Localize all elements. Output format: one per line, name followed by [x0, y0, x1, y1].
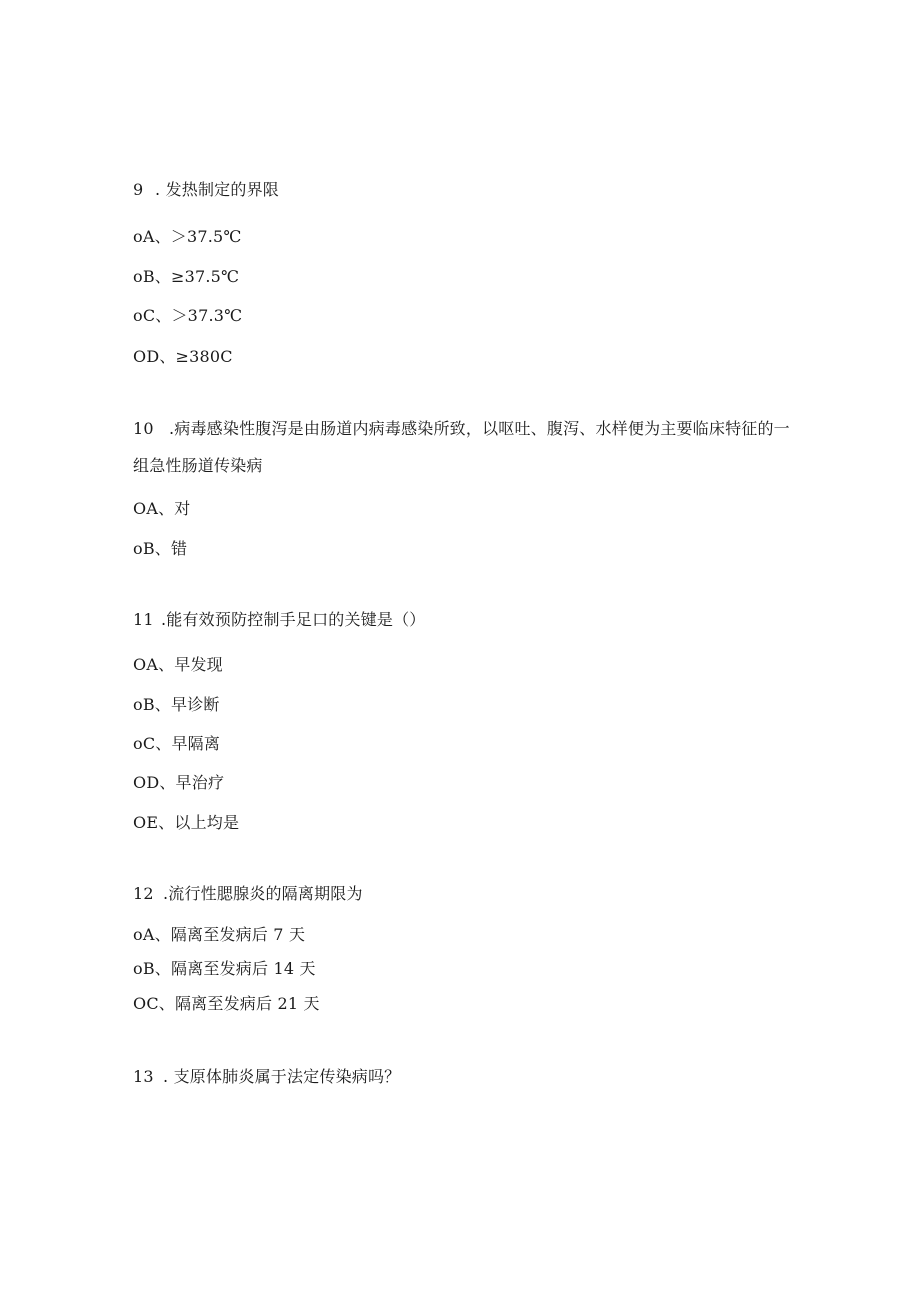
option-11e[interactable]	[133, 813, 239, 833]
option-text: 以上均是	[174, 813, 240, 832]
option-11b[interactable]	[133, 695, 220, 715]
question-number: 12	[133, 884, 154, 903]
option-9b[interactable]	[133, 267, 239, 287]
option-marker: oA、	[133, 925, 171, 944]
option-text: 隔离至发病后 7 天	[170, 925, 306, 944]
option-12c[interactable]	[133, 994, 320, 1014]
option-text: 隔离至发病后 21 天	[174, 994, 320, 1013]
option-marker: OD、	[133, 773, 176, 792]
option-marker: OA、	[133, 499, 175, 518]
option-9d[interactable]	[133, 347, 233, 367]
question-number: 13	[133, 1067, 154, 1086]
option-text: ＞37.3℃	[171, 306, 243, 325]
option-text: ≥380C	[175, 347, 233, 366]
question-12	[133, 884, 363, 904]
option-10a[interactable]	[133, 499, 190, 519]
option-marker: oA、	[133, 227, 171, 246]
option-text: 早诊断	[171, 695, 220, 714]
option-9c[interactable]	[133, 306, 242, 326]
option-marker: OA、	[133, 655, 175, 674]
option-marker: OE、	[133, 813, 175, 832]
option-marker: OC、	[133, 994, 175, 1013]
option-11c[interactable]	[133, 734, 220, 754]
question-text: .病毒感染性腹泻是由肠道内病毒感染所致，以呕吐、腹泻、水样便为主要临床特征的一组急性肠道传染病	[133, 419, 790, 475]
option-marker: oB、	[133, 959, 171, 978]
option-text: 早治疗	[175, 773, 225, 792]
question-11	[133, 610, 426, 630]
option-9a[interactable]	[133, 227, 242, 247]
option-text: ＞37.5℃	[170, 227, 242, 246]
option-marker: oC、	[133, 734, 172, 753]
question-text: . 支原体肺炎属于法定传染病吗？	[163, 1067, 401, 1086]
option-text: 早隔离	[171, 734, 221, 753]
option-11a[interactable]	[133, 655, 223, 675]
option-text: 对	[174, 499, 191, 518]
option-marker: oB、	[133, 539, 171, 558]
option-marker: oB、	[133, 695, 171, 714]
option-text: ≥37.5℃	[171, 267, 240, 286]
option-marker: oC、	[133, 306, 172, 325]
option-10b[interactable]	[133, 539, 187, 559]
question-text: .流行性腮腺炎的隔离期限为	[163, 884, 363, 903]
option-12b[interactable]	[133, 959, 316, 979]
question-number: 11	[133, 610, 154, 629]
option-marker: OD、	[133, 347, 176, 366]
question-9	[133, 180, 279, 200]
question-13	[133, 1067, 400, 1087]
option-11d[interactable]	[133, 773, 224, 793]
question-text: .能有效预防控制手足口的关键是（）	[161, 610, 426, 629]
option-text: 早发现	[174, 655, 223, 674]
option-text: 隔离至发病后 14 天	[171, 959, 316, 978]
question-text: . 发热制定的界限	[155, 180, 279, 199]
option-text: 错	[171, 539, 188, 558]
question-number: 9	[133, 180, 144, 199]
question-number: 10	[133, 419, 154, 438]
option-marker: oB、	[133, 267, 171, 286]
question-10	[133, 410, 793, 484]
option-12a[interactable]	[133, 925, 305, 945]
